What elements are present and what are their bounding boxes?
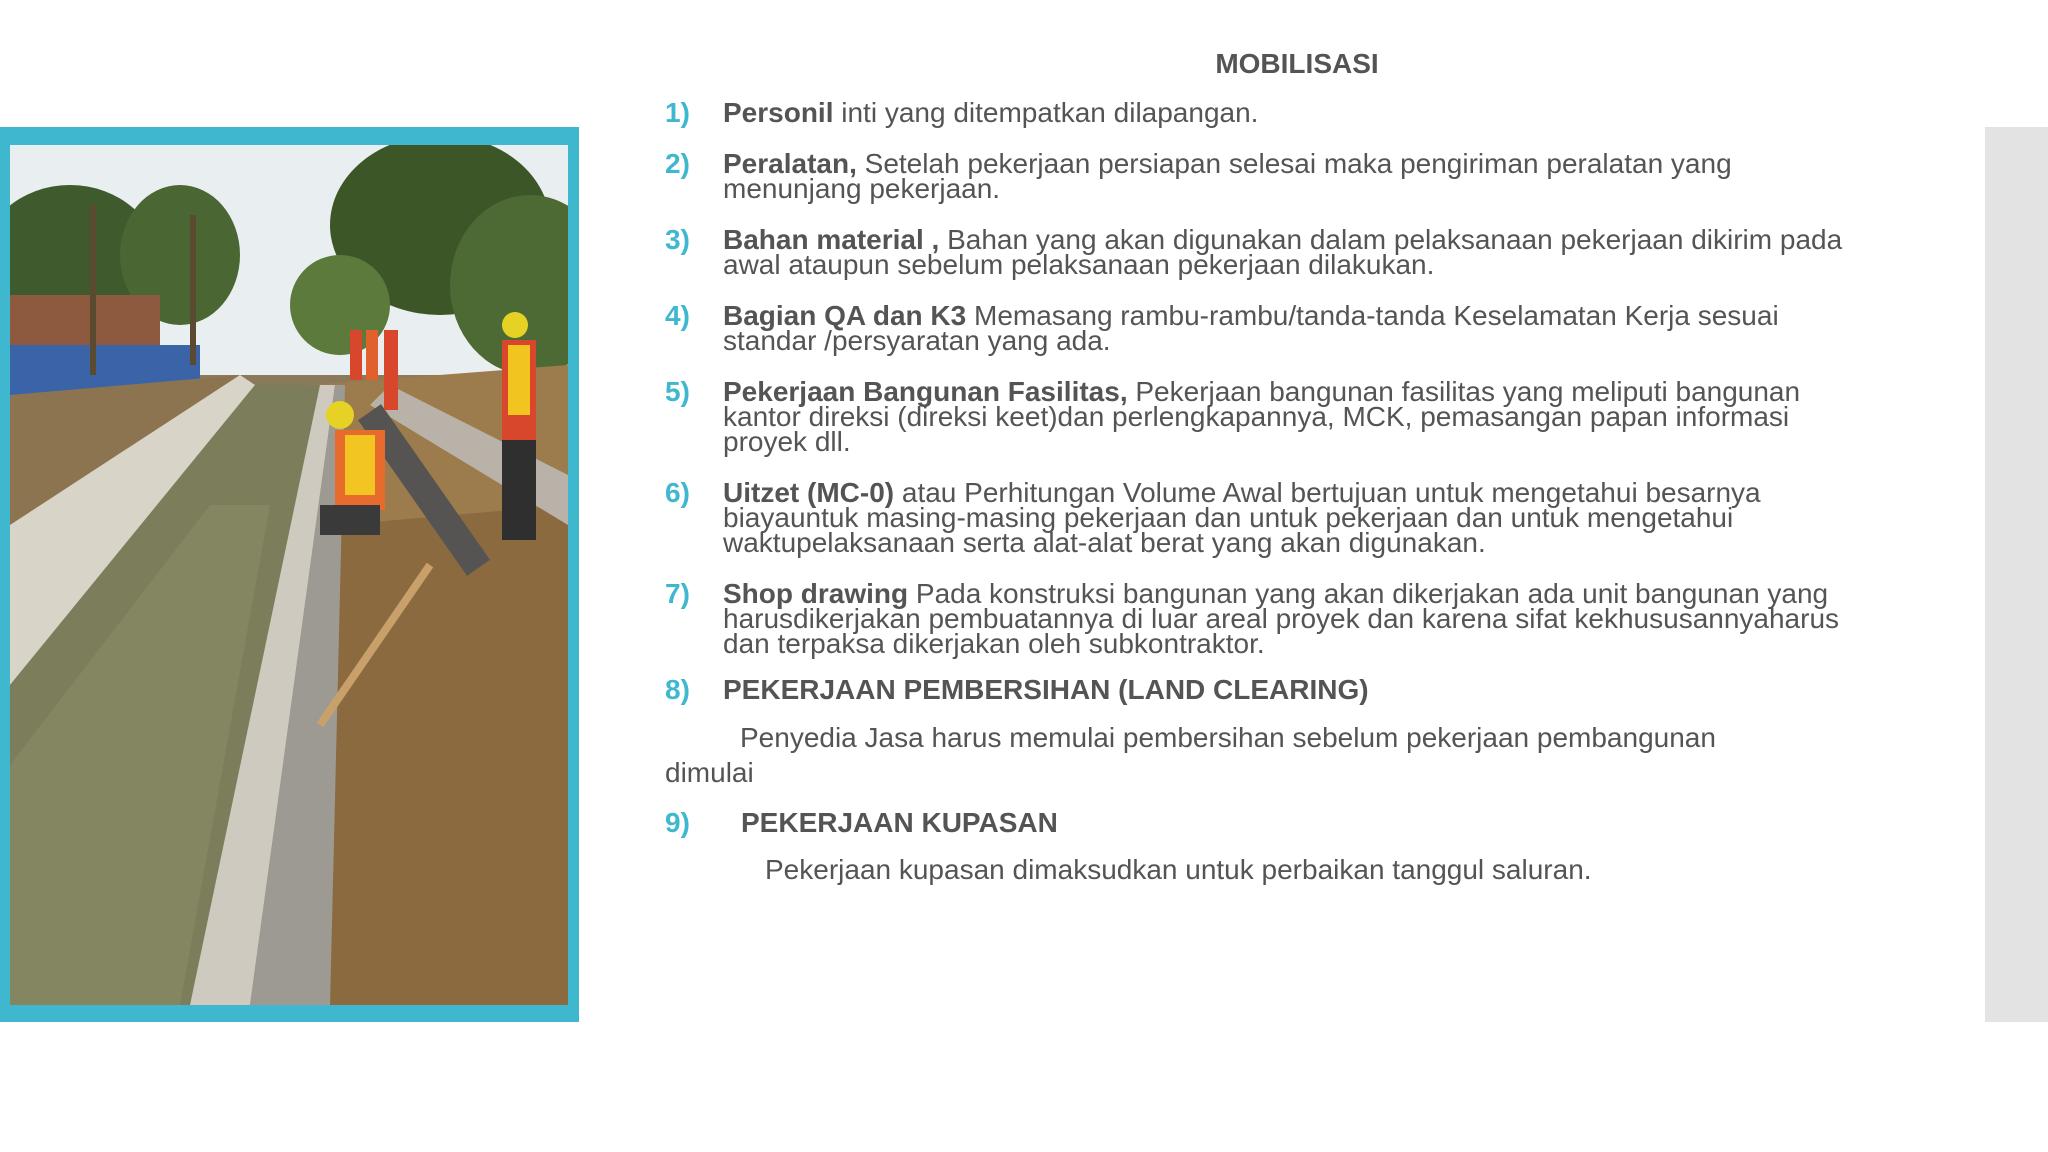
list-description: Pada konstruksi bangunan yang akan dikerjakan ada unit bangunan yang harusdikerjakan pembuatannya di luar areal proyek dan karena sifat kekhususannyaharus dan terpaksa dikerjakan oleh subkontraktor.: [723, 578, 1840, 659]
list-number: 6): [665, 477, 690, 508]
list-text: [723, 578, 1853, 659]
land-clearing-description-cont: dimulai: [665, 757, 754, 788]
list-text: [741, 807, 1871, 838]
list-description: Setelah pekerjaan persiapan selesai maka pengiriman peralatan yang menunjang pekerjaan.: [723, 148, 1732, 204]
list-text: [723, 674, 1853, 705]
list-term: Shop drawing: [723, 578, 909, 609]
list-term: Pekerjaan Bangunan Fasilitas,: [723, 376, 1128, 407]
construction-photo: [10, 145, 568, 1005]
list-number: 2): [665, 148, 690, 179]
list-description: Bahan yang akan digunakan dalam pelaksanaan pekerjaan dikirim pada awal ataupun sebelum pelaksanaan pekerjaan dilakukan.: [723, 224, 1843, 280]
list-description: atau Perhitungan Volume Awal bertujuan untuk mengetahui besarnya biayauntuk masing-masing pekerjaan dan untuk pekerjaan dan untuk mengetahui waktupelaksanaan serta alat-alat berat yang akan digunakan.: [723, 477, 1761, 558]
list-term: Uitzet (MC-0): [723, 477, 895, 508]
list-text: [723, 224, 1853, 280]
list-description: inti yang ditempatkan dilapangan.: [833, 97, 1259, 128]
photo-frame: [0, 127, 579, 1022]
list-number: 5): [665, 376, 690, 407]
land-clearing-description: Penyedia Jasa harus memulai pembersihan sebelum pekerjaan pembangunan: [740, 722, 1716, 753]
list-number: 1): [665, 97, 690, 128]
list-term: Bahan material ,: [723, 224, 940, 255]
list-text: [723, 477, 1853, 558]
list-term: Personil: [723, 97, 834, 128]
list-number: 9): [665, 807, 690, 838]
slide-title: MOBILISASI: [1215, 48, 1379, 79]
kupasan-description: Pekerjaan kupasan dimaksudkan untuk perbaikan tanggul saluran.: [765, 854, 1592, 885]
list-text: [723, 148, 1853, 204]
list-number: 4): [665, 300, 690, 331]
list-term: PEKERJAAN PEMBERSIHAN (LAND CLEARING): [723, 674, 1369, 705]
list-term: Peralatan,: [723, 148, 857, 179]
list-term: PEKERJAAN KUPASAN: [741, 807, 1058, 838]
list-number: 7): [665, 578, 690, 609]
list-number: 8): [665, 674, 690, 705]
list-text: [723, 97, 1853, 128]
list-term: Bagian QA dan K3: [723, 300, 967, 331]
list-description: Pekerjaan bangunan fasilitas yang meliputi bangunan kantor direksi (direksi keet)dan perlengkapannya, MCK, pemasangan papan informasi proyek dll.: [723, 376, 1801, 457]
side-decor-bar: [1985, 127, 2048, 1022]
list-text: [723, 376, 1853, 457]
list-number: 3): [665, 224, 690, 255]
list-description: Memasang rambu-rambu/tanda-tanda Keselamatan Kerja sesuai standar /persyaratan yang ada.: [723, 300, 1779, 356]
list-text: [723, 300, 1853, 356]
